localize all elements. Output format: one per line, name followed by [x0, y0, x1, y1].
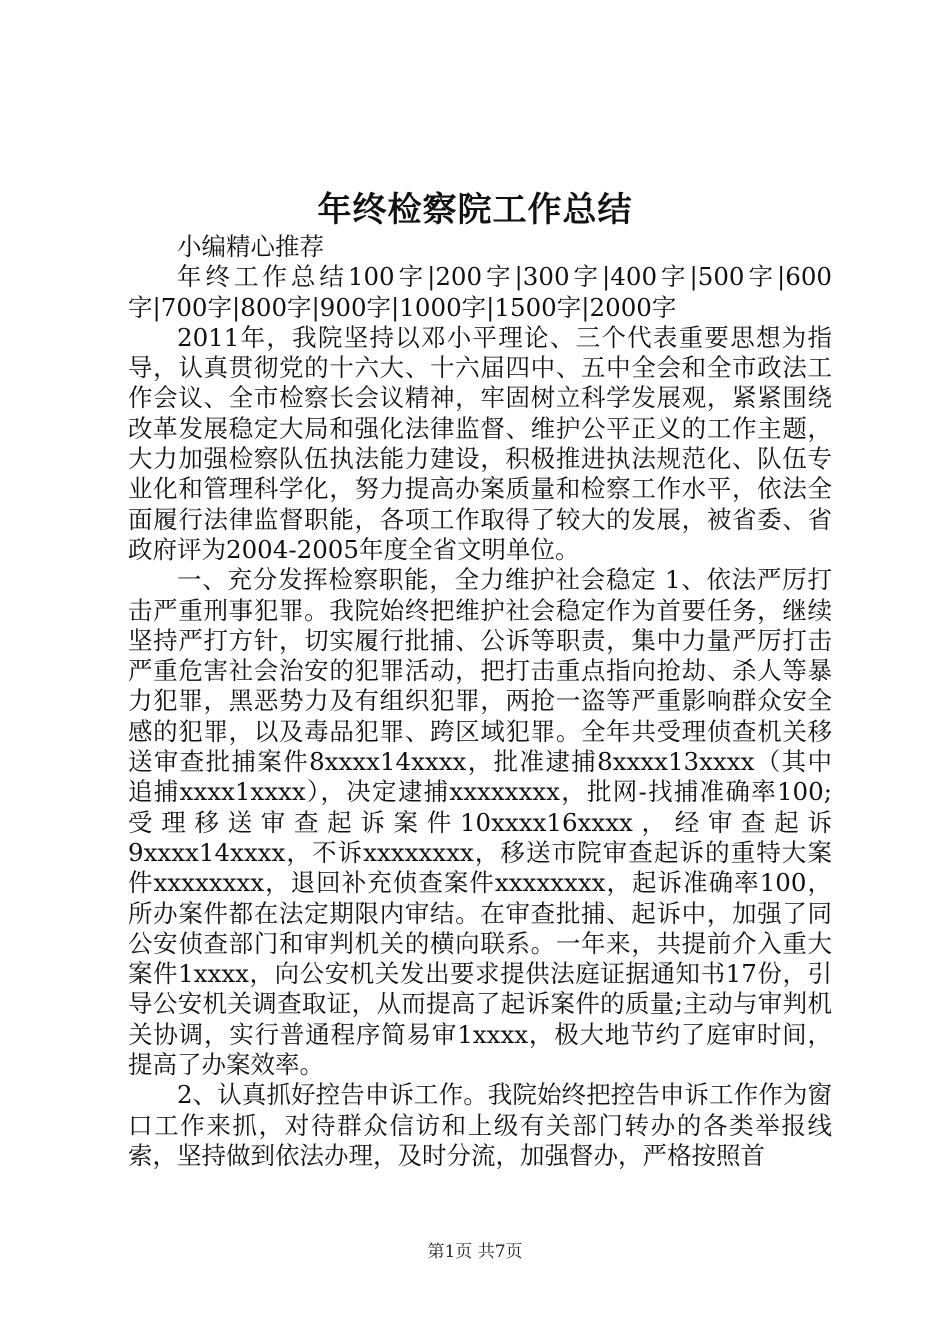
paragraph-word-count-links: 年终工作总结100字|200字|300字|400字|500字|600字|700字|800字|900字|1000字|1500字|2000字: [128, 262, 832, 322]
paragraph-recommendation: 小编精心推荐: [177, 232, 324, 261]
paragraph-section-two: 2、认真抓好控告申诉工作。我院始终把控告申诉工作作为窗口工作来抓，对待群众信访和上级有关部门转办的各类举报线索，坚持做到依法办理，及时分流，加强督办，严格按照首: [128, 1080, 832, 1170]
page-number-footer: 第1页 共7页: [427, 1242, 523, 1262]
paragraph-intro: 2011年，我院坚持以邓小平理论、三个代表重要思想为指导，认真贯彻党的十六大、十六届四中、五中全会和全市政法工作会议、全市检察长会议精神，牢固树立科学发展观，紧紧围绕改革发展稳定大局和强化法律监督、维护公平正义的工作主题，大力加强检察队伍执法能力建设，积极推进执法规范化、队伍专业化和管理科学化，努力提高办案质量和检察工作水平，依法全面履行法律监督职能，各项工作取得了较大的发展，被省委、省政府评为2004-2005年度全省文明单位。: [128, 322, 832, 564]
document-title: 年终检察院工作总结: [317, 190, 633, 230]
document-body: [128, 232, 832, 1171]
paragraph-section-one: 一、充分发挥检察职能，全力维护社会稳定 1、依法严厉打击严重刑事犯罪。我院始终把维护社会稳定作为首要任务，继续坚持严打方针，切实履行批捕、公诉等职责，集中力量严厉打击严重危害社会治安的犯罪活动，把打击重点指向抢劫、杀人等暴力犯罪，黑恶势力及有组织犯罪，两抢一盗等严重影响群众安全感的犯罪，以及毒品犯罪、跨区域犯罪。全年共受理侦查机关移送审查批捕案件8xxxx14xxxx，批准逮捕8xxxx13xxxx（其中追捕xxxx1xxxx），决定逮捕xxxxxxxx，批网-找捕准确率100;受理移送审查起诉案件10xxxx16xxxx，经审查起诉9xxxx14xxxx，不诉xxxxxxxx，移送市院审查起诉的重特大案件xxxxxxxx，退回补充侦查案件xxxxxxxx，起诉准确率100，所办案件都在法定期限内审结。在审查批捕、起诉中，加强了同公安侦查部门和审判机关的横向联系。一年来，共提前介入重大案件1xxxx，向公安机关发出要求提供法庭证据通知书17份，引导公安机关调查取证，从而提高了起诉案件的质量;主动与审判机关协调，实行普通程序简易审1xxxx，极大地节约了庭审时间，提高了办案效率。: [128, 565, 832, 1080]
